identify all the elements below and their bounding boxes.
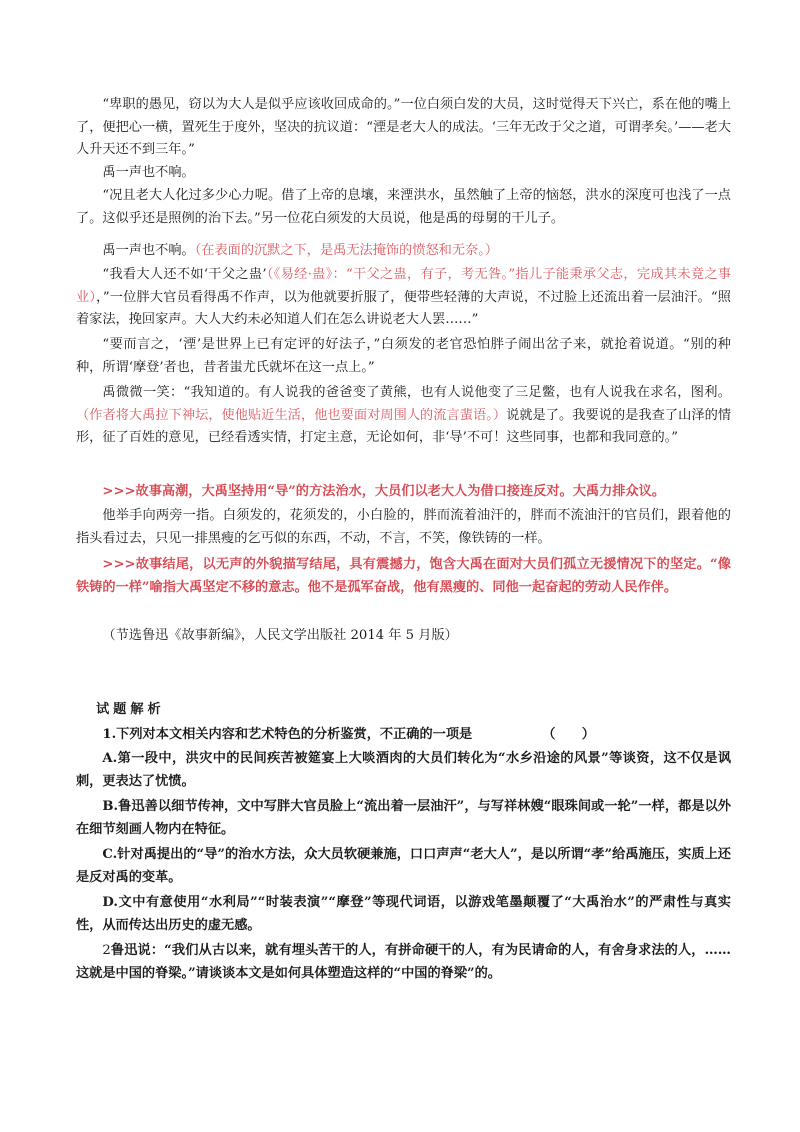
- option-a: A.第一段中，洪灾中的民间疾苦被筵宴上大啖酒肉的大员们转化为“水乡沿途的风景”等谈资，这不仅是讽刺，更表达了忧愤。: [76, 751, 731, 789]
- story-paragraph-6: “要而言之，‘湮’是世界上已有定评的好法子，”白须发的老官恐怕胖子闹出岔子来，就抢着说道。“别的种种，所谓‘摩登’者也，昔者蚩尤氏就坏在这一点上。”: [76, 337, 731, 375]
- question-2: [76, 940, 731, 985]
- analysis-heading: 试题解析: [96, 702, 165, 717]
- story-text: ，”一位胖大官员看得禹不作声，以为他就要折服了，便带些轻薄的大声说，不过脸上还流出着一层油汗。“照着家法，挽回家声。大人大约未必知道人们在怎么讲说老大人罢……”: [76, 289, 731, 328]
- story-text: “我看大人还不如‘干父之蛊’: [102, 267, 267, 282]
- story-paragraph-2: 禹一声也不响。: [102, 165, 195, 180]
- question-1-stem: 1.下列对本文相关内容和艺术特色的分析鉴赏，不正确的一项是 （ ）: [102, 727, 595, 742]
- option-c: C.针对禹提出的“导”的治水方法，众大员软硬兼施，口口声声“老大人”，是以所谓“孝”给禹施压，实质上还是反对禹的变革。: [76, 847, 731, 885]
- source-citation: （节选鲁迅《故事新编》，人民文学出版社 2014 年 5 月版）: [102, 628, 458, 643]
- story-text: 禹微微一笑：“我知道的。有人说我的爸爸变了黄熊，也有人说他变了三足鳖，也有人说我在求名，图利。: [102, 385, 731, 400]
- commentary-ending: >>>故事结尾，以无声的外貌描写结尾，具有震撼力，饱含大禹在面对大员们孤立无援情况下的坚定。“像铁铸的一样”喻指大禹坚定不移的意志。他不是孤军奋战，他有黑瘦的、同他一起奋起的劳动人民作伴。: [76, 557, 731, 595]
- story-text: 禹一声也不响。: [102, 243, 195, 258]
- story-paragraph-1: “卑职的愚见，窃以为大人是似乎应该收回成命的。”一位白须白发的大员，这时觉得天下兴亡，系在他的嘴上了，便把心一横，置死生于度外，坚决的抗议道：“湮是老大人的成法。‘三年无改于父之道，可谓孝矣。’——老大人升天还不到三年。”: [76, 97, 731, 158]
- commentary-climax: >>>故事高潮，大禹坚持用“导”的方法治水，大员们以老大人为借口接连反对。大禹力排众议。: [102, 484, 666, 499]
- annotation-note: （作者将大禹拉下神坛，使他贴近生活，他也要面对周围人的流言蜚语。）: [76, 407, 507, 423]
- story-paragraph-8: 他举手向两旁一指。白须发的，花须发的，小白脸的，胖而流着油汗的，胖而不流油汗的官员们，跟着他的指头看过去，只见一排黑瘦的乞丐似的东西，不动，不言，不笑，像铁铸的一样。: [76, 508, 731, 546]
- story-paragraph-3: “况且老大人化过多少心力呢。借了上帝的息壤，来湮洪水，虽然触了上帝的恼怒，洪水的深度可也浅了一点了。这似乎还是照例的治下去。”另一位花白须发的大员说，他是禹的母舅的干儿子。: [76, 188, 731, 226]
- story-paragraph-5: [76, 264, 731, 332]
- option-d: D.文中有意使用“水利局”“时装表演”“摩登”等现代词语，以游戏笔墨颠覆了“大禹治水”的严肃性与真实性，从而传达出历史的虚无感。: [76, 895, 731, 933]
- question-number: 2: [102, 943, 111, 958]
- story-paragraph-7: [76, 382, 731, 450]
- option-b: B.鲁迅善以细节传神，文中写胖大官员脸上“流出着一层油汗”，与写祥林嫂“眼珠间或一轮”一样，都是以外在细节刻画人物内在特征。: [76, 799, 731, 837]
- annotation-note: （在表面的沉默之下，是禹无法掩饰的愤怒和无奈。）: [194, 243, 499, 258]
- story-paragraph-4: [76, 240, 731, 263]
- story-text: 说就是了。我要说的是我查了山泽的情形，征了百姓的意见，已经看透实情，打定主意，无论如何，非‘导’不可！这些同事，也都和我同意的。”: [76, 407, 732, 446]
- answer-blank: （ ）: [542, 727, 595, 742]
- question-text: 鲁迅说：“我们从古以来，就有埋头苦干的人，有拼命硬干的人，有为民请命的人，有舍身求法的人，……这就是中国的脊梁。”请谈谈本文是如何具体塑造这样的“中国的脊梁”的。: [76, 943, 731, 981]
- annotation-note: （《易经·蛊》：“干父之蛊，有子，考无咎。”指儿子能秉承父志，完成其未竟之事业）: [76, 267, 732, 305]
